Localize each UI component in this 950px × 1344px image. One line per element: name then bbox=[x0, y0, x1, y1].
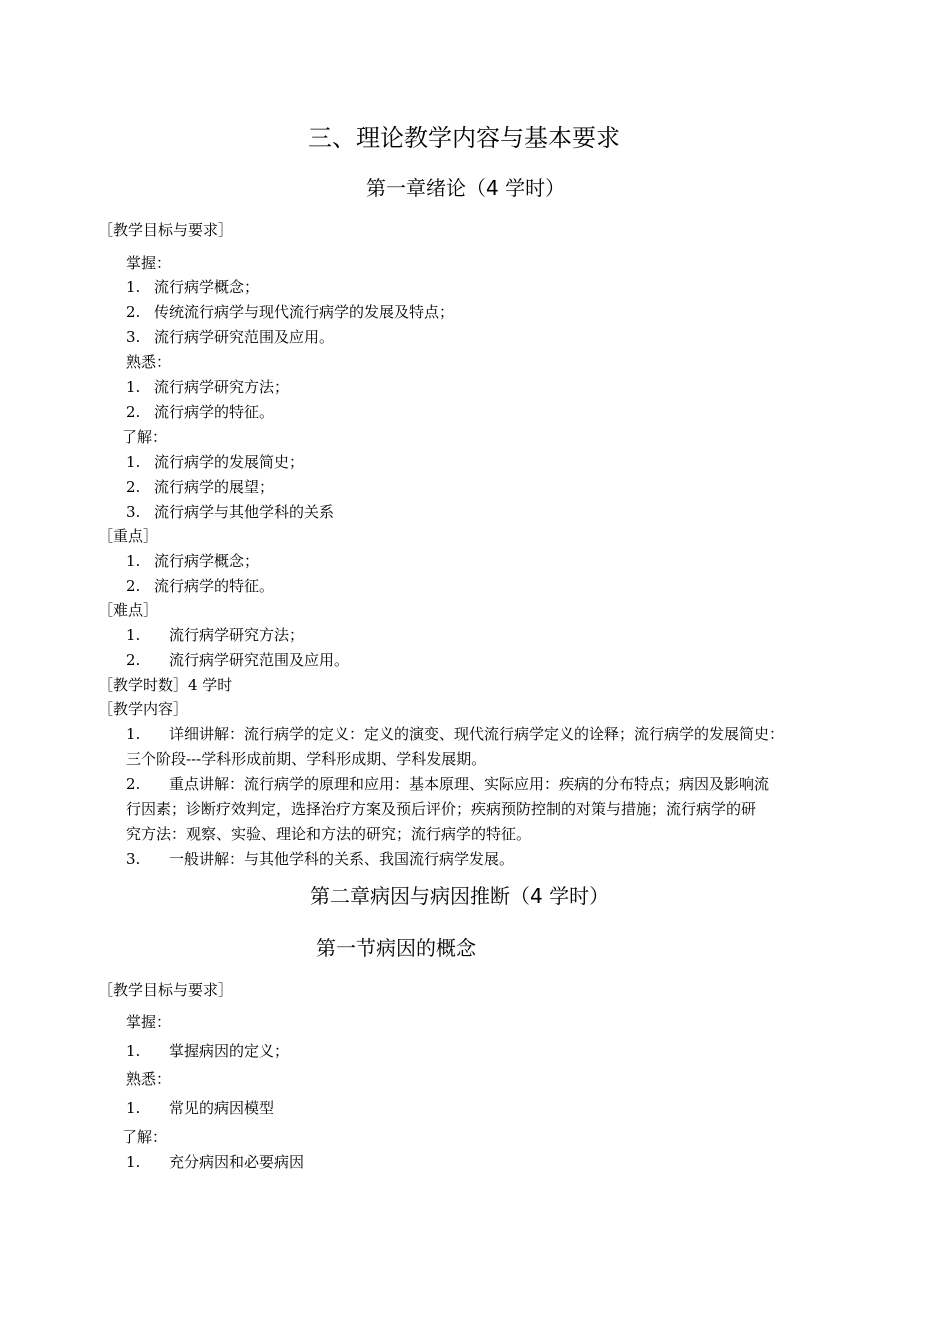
ch1-understand-num-2: 2. bbox=[126, 478, 141, 496]
ch1-difficult-num-2: 2. bbox=[126, 651, 141, 669]
chapter2-title: 第二章病因与病因推断（4 学时） bbox=[310, 884, 610, 908]
ch1-familiar-item-1: 流行病学研究方法； bbox=[154, 378, 290, 396]
ch2-understand-label: 了解： bbox=[122, 1128, 168, 1146]
ch1-understand-label: 了解： bbox=[122, 428, 168, 446]
ch1-understand-item-3: 流行病学与其他学科的关系 bbox=[154, 503, 335, 521]
ch1-content-2-line1: 重点讲解：流行病学的原理和应用：基本原理、实际应用：疾病的分布特点；病因及影响流 bbox=[169, 775, 770, 793]
ch1-understand-num-3: 3. bbox=[126, 503, 141, 521]
ch1-content-2-line2: 行因素；诊断疗效判定，选择治疗方案及预后评价；疾病预防控制的对策与措施；流行病学的研 bbox=[126, 800, 757, 818]
ch2-master-label: 掌握： bbox=[126, 1013, 172, 1031]
ch2-section1-title: 第一节病因的概念 bbox=[316, 936, 476, 960]
ch1-difficult-num-1: 1. bbox=[126, 626, 141, 644]
ch2-familiar-label: 熟悉： bbox=[126, 1070, 172, 1088]
ch2-goals-label: ［教学目标与要求］ bbox=[98, 981, 234, 999]
ch2-familiar-num-1: 1. bbox=[126, 1099, 141, 1117]
ch1-master-item-3: 流行病学研究范围及应用。 bbox=[154, 328, 335, 346]
ch1-content-num-3: 3. bbox=[126, 850, 141, 868]
ch1-difficult-item-2: 流行病学研究范围及应用。 bbox=[169, 651, 350, 669]
ch1-familiar-num-1: 1. bbox=[126, 378, 141, 396]
ch1-hours: ［教学时数］4 学时 bbox=[98, 676, 233, 694]
ch1-content-num-2: 2. bbox=[126, 775, 141, 793]
ch1-master-item-2: 传统流行病学与现代流行病学的发展及特点； bbox=[154, 303, 455, 321]
ch1-understand-item-1: 流行病学的发展简史； bbox=[154, 453, 305, 471]
ch1-familiar-num-2: 2. bbox=[126, 403, 141, 421]
ch1-key-item-1: 流行病学概念； bbox=[154, 552, 260, 570]
ch1-master-label: 掌握： bbox=[126, 254, 172, 272]
ch2-master-num-1: 1. bbox=[126, 1042, 141, 1060]
ch1-difficult-item-1: 流行病学研究方法； bbox=[169, 626, 305, 644]
ch1-difficult-label: ［难点］ bbox=[98, 601, 159, 619]
ch1-content-3-line1: 一般讲解：与其他学科的关系、我国流行病学发展。 bbox=[169, 850, 515, 868]
ch1-familiar-label: 熟悉： bbox=[126, 353, 172, 371]
ch1-master-item-1: 流行病学概念； bbox=[154, 278, 260, 296]
ch1-content-label: ［教学内容］ bbox=[98, 700, 189, 718]
ch2-familiar-item-1: 常见的病因模型 bbox=[169, 1099, 275, 1117]
ch2-understand-num-1: 1. bbox=[126, 1153, 141, 1171]
ch1-key-num-2: 2. bbox=[126, 577, 141, 595]
ch1-understand-num-1: 1. bbox=[126, 453, 141, 471]
ch1-master-num-2: 2. bbox=[126, 303, 141, 321]
chapter1-title: 第一章绪论（4 学时） bbox=[366, 176, 566, 200]
ch1-familiar-item-2: 流行病学的特征。 bbox=[154, 403, 275, 421]
ch1-content-2-line3: 究方法：观察、实验、理论和方法的研究；流行病学的特征。 bbox=[126, 825, 532, 843]
ch1-master-num-1: 1. bbox=[126, 278, 141, 296]
ch1-key-num-1: 1. bbox=[126, 552, 141, 570]
ch1-key-label: ［重点］ bbox=[98, 527, 159, 545]
ch1-master-num-3: 3. bbox=[126, 328, 141, 346]
ch1-goals-label: ［教学目标与要求］ bbox=[98, 221, 234, 239]
ch2-understand-item-1: 充分病因和必要病因 bbox=[169, 1153, 305, 1171]
ch2-master-item-1: 掌握病因的定义； bbox=[169, 1042, 290, 1060]
ch1-key-item-2: 流行病学的特征。 bbox=[154, 577, 275, 595]
ch1-understand-item-2: 流行病学的展望； bbox=[154, 478, 275, 496]
ch1-content-1-line1: 详细讲解：流行病学的定义：定义的演变、现代流行病学定义的诠释；流行病学的发展简史： bbox=[169, 725, 785, 743]
main-title: 三、理论教学内容与基本要求 bbox=[308, 124, 620, 152]
ch1-content-num-1: 1. bbox=[126, 725, 141, 743]
ch1-content-1-line2: 三个阶段---学科形成前期、学科形成期、学科发展期。 bbox=[126, 750, 487, 768]
